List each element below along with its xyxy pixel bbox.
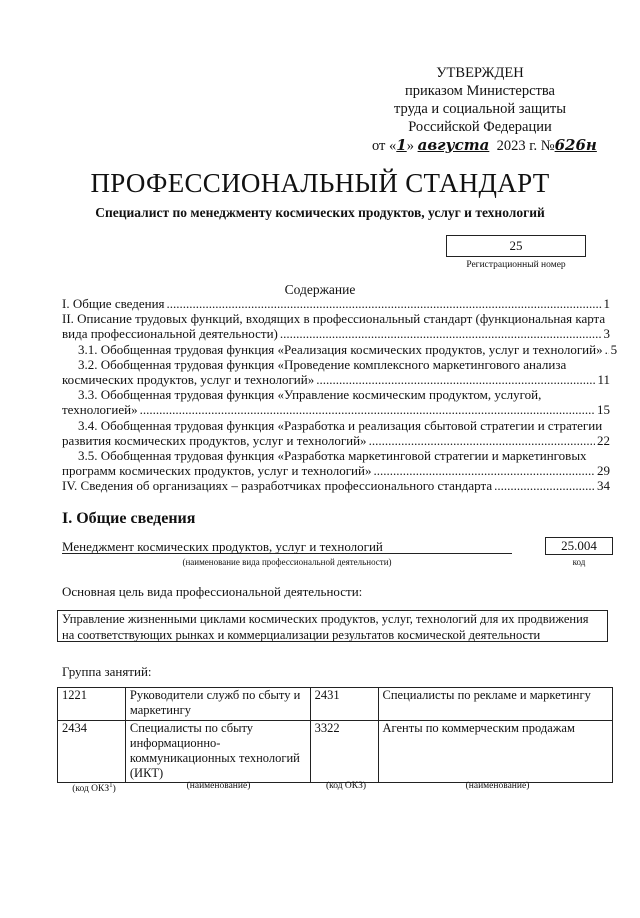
registration-label: Регистрационный номер xyxy=(466,260,566,270)
goal-box xyxy=(57,610,608,642)
activity-underline xyxy=(62,553,512,554)
okz-code-cell: 2431 xyxy=(310,688,378,721)
okz-code-cell: 1221 xyxy=(58,688,126,721)
approval-date: от «1» августа 2023 г. №626н xyxy=(372,136,597,154)
toc-item[interactable]: развития космических продуктов, услуг и технологий» ..... 22 xyxy=(62,433,610,448)
toc-item-line: 3.2. Обобщенная трудовая функция «Проведение комплексного маркетингового анализа xyxy=(78,356,567,372)
handwritten-month: августа xyxy=(417,136,490,154)
toc-item[interactable]: программ космических продуктов, услуг и технологий» ..... 29 xyxy=(62,463,610,478)
approval-block xyxy=(340,64,620,136)
approval-line: приказом Министерства xyxy=(405,83,555,99)
toc-item-line: 3.3. Обобщенная трудовая функция «Управление космическим продуктом, услугой, xyxy=(78,387,542,403)
caption-okz-code: (код ОКЗ) xyxy=(325,781,367,791)
goal-label: Основная цель вида профессиональной деятельности: xyxy=(62,584,363,599)
activity-code: 25.004 xyxy=(545,537,613,555)
registration-number: 25 xyxy=(446,235,586,257)
approval-line: УТВЕРЖДЕН xyxy=(436,65,524,81)
toc-item[interactable]: космических продуктов, услуг и технологий» ..... 11 xyxy=(62,372,610,387)
approval-line: труда и социальной защиты xyxy=(394,101,566,117)
year-text: 2023 г. № xyxy=(496,138,555,154)
table-row xyxy=(58,688,613,721)
occupation-name-cell: Специалисты по сбыту информационно-коммуникационных технологий (ИКТ) xyxy=(125,721,310,783)
toc-item-line: 3.5. Обобщенная трудовая функция «Разработка маркетинговой стратегии и маркетинговых xyxy=(78,448,587,464)
caption-okz-code: (код ОКЗ$^1$) xyxy=(72,781,116,795)
caption-name: (наименование) xyxy=(186,781,251,791)
toc-item[interactable]: 3.1. Обобщенная трудовая функция «Реализация космических продуктов, услуг и технологий» ..... 5 xyxy=(62,342,610,357)
handwritten-number: 626н xyxy=(554,136,597,154)
approval-line: Российской Федерации xyxy=(408,119,552,135)
table-of-contents xyxy=(62,296,618,494)
table-row xyxy=(58,721,613,783)
page-title: ПРОФЕССИОНАЛЬНЫЙ СТАНДАРТ xyxy=(90,168,550,198)
activity-caption: (наименование вида профессиональной деятельности) xyxy=(182,557,392,567)
group-label: Группа занятий: xyxy=(62,664,152,679)
goal-text-line: на соответствующих рынках и коммерциализации результатов космической деятельности xyxy=(62,628,541,642)
handwritten-day: 1 xyxy=(396,136,407,154)
okz-code-cell: 2434 xyxy=(58,721,126,783)
toc-item[interactable]: технологией» ..... 15 xyxy=(62,402,610,417)
activity-name: Менеджмент космических продуктов, услуг и технологий xyxy=(62,539,383,554)
code-caption: код xyxy=(572,557,586,567)
goal-text-line: Управление жизненными циклами космических продуктов, услуг, технологий для их продвижения xyxy=(62,612,589,626)
toc-item[interactable]: вида профессиональной деятельности) ..... 3 xyxy=(62,326,610,341)
toc-item-line: II. Описание трудовых функций, входящих в профессиональный стандарт (функциональная карта xyxy=(62,311,606,327)
occupation-table xyxy=(57,687,613,783)
section-heading: I. Общие сведения xyxy=(62,510,196,527)
toc-item[interactable]: I. Общие сведения ..... 1 xyxy=(62,296,610,311)
okz-code-cell: 3322 xyxy=(310,721,378,783)
occupation-name-cell: Руководители служб по сбыту и маркетингу xyxy=(125,688,310,721)
occupation-name-cell: Агенты по коммерческим продажам xyxy=(378,721,613,783)
date-prefix: от « xyxy=(372,138,397,154)
toc-item-line: 3.4. Обобщенная трудовая функция «Разработка и реализация сбытовой стратегии и стратегии xyxy=(78,417,603,433)
toc-item[interactable]: IV. Сведения об организациях – разработчиках профессионального стандарта ..... 34 xyxy=(62,478,610,493)
occupation-name-cell: Специалисты по рекламе и маркетингу xyxy=(378,688,613,721)
page-subtitle: Специалист по менеджменту космических продуктов, услуг и технологий xyxy=(95,205,545,220)
caption-name: (наименование) xyxy=(465,781,530,791)
toc-title: Содержание xyxy=(284,282,356,297)
